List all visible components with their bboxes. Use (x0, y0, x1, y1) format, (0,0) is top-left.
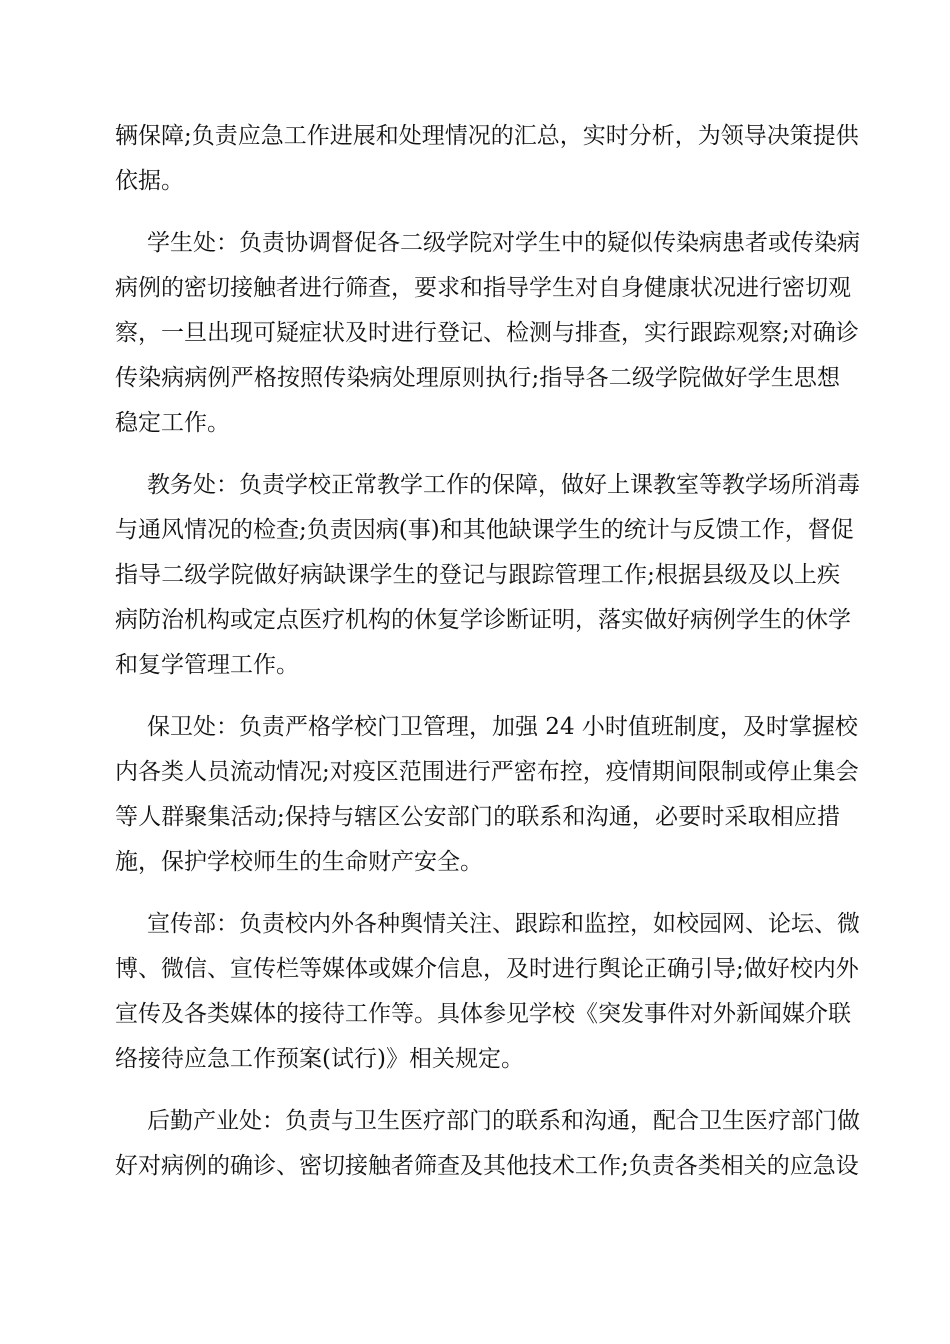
text-line: 保卫处：负责严格学校门卫管理，加强 24 小时值班制度，及时掌握校 (147, 714, 858, 740)
text-line: 施，保护学校师生的生命财产安全。 (115, 849, 483, 875)
text-line: 病防治机构或定点医疗机构的休复学诊断证明，落实做好病例学生的休学 (115, 607, 851, 633)
text-line: 病例的密切接触者进行筛查，要求和指导学生对自身健康状况进行密切观 (115, 275, 851, 301)
text-line: 教务处：负责学校正常教学工作的保障，做好上课教室等教学场所消毒 (147, 472, 860, 498)
text-line: 宣传及各类媒体的接待工作等。具体参见学校《突发事件对外新闻媒介联 (115, 1001, 851, 1027)
text-line: 等人群聚集活动;保持与辖区公安部门的联系和沟通，必要时采取相应措 (115, 804, 840, 830)
text-line: 内各类人员流动情况;对疫区范围进行严密布控，疫情期间限制或停止集会 (115, 759, 859, 785)
document-body (115, 114, 860, 1189)
text-line: 指导二级学院做好病缺课学生的登记与跟踪管理工作;根据县级及以上疾 (115, 562, 840, 588)
text-line: 与通风情况的检查;负责因病(事)和其他缺课学生的统计与反馈工作，督促 (115, 517, 854, 543)
text-line: 辆保障;负责应急工作进展和处理情况的汇总，实时分析，为领导决策提供 (115, 123, 859, 149)
paragraph-logistics (115, 1099, 860, 1189)
text-line: 学生处：负责协调督促各二级学院对学生中的疑似传染病患者或传染病 (147, 230, 860, 256)
text-line: 察，一旦出现可疑症状及时进行登记、检测与排查，实行跟踪观察;对确诊 (115, 320, 859, 346)
text-line: 传染病病例严格按照传染病处理原则执行;指导各二级学院做好学生思想 (115, 365, 840, 391)
text-line: 博、微信、宣传栏等媒体或媒介信息，及时进行舆论正确引导;做好校内外 (115, 956, 859, 982)
text-line: 好对病例的确诊、密切接触者筛查及其他技术工作;负责各类相关的应急设 (115, 1153, 859, 1179)
paragraph-security (115, 705, 859, 885)
paragraph-student-affairs (115, 221, 860, 446)
paragraph-publicity (115, 902, 860, 1082)
text-line: 稳定工作。 (115, 410, 230, 436)
text-line: 后勤产业处：负责与卫生医疗部门的联系和沟通，配合卫生医疗部门做 (147, 1108, 860, 1134)
paragraph-academic-affairs (115, 463, 860, 688)
text-line: 依据。 (115, 168, 184, 194)
text-line: 宣传部：负责校内外各种舆情关注、跟踪和监控，如校园网、论坛、微 (147, 911, 860, 937)
text-line: 络接待应急工作预案(试行)》相关规定。 (115, 1046, 524, 1072)
text-line: 和复学管理工作。 (115, 652, 299, 678)
paragraph-continuation (115, 114, 859, 204)
